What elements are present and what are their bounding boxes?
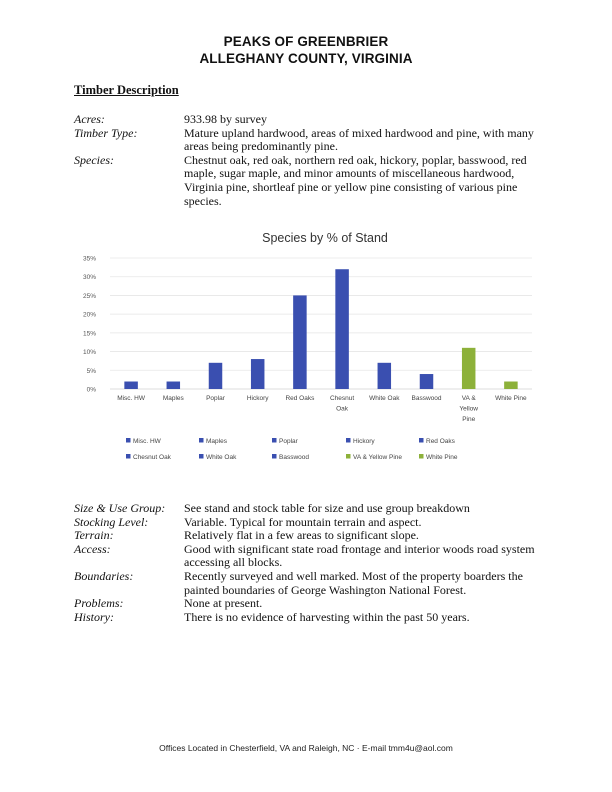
page-title	[0, 33, 612, 67]
field-value: Variable. Typical for mountain terrain and aspect.	[184, 514, 422, 529]
field-problems	[74, 597, 544, 611]
x-tick-label: Basswood	[411, 395, 442, 402]
bar-white-pine	[504, 382, 518, 389]
field-species	[74, 154, 544, 208]
x-tick-label: Hickory	[246, 395, 269, 402]
x-tick-label: Red Oaks	[285, 395, 315, 402]
timber-fields-bottom	[74, 502, 544, 624]
x-tick-label: White Oak	[369, 395, 400, 402]
field-boundaries	[74, 570, 544, 597]
field-label: Species:	[74, 152, 114, 167]
bar-white-oak	[378, 363, 392, 389]
bar-poplar	[209, 363, 223, 389]
field-label: Timber Type:	[74, 125, 138, 140]
legend-label: White Oak	[206, 454, 237, 461]
legend-label: VA & Yellow Pine	[353, 454, 403, 461]
legend-label: Poplar	[279, 438, 298, 445]
legend-swatch	[272, 454, 277, 459]
legend-swatch	[199, 454, 204, 459]
bar-misc-hw	[124, 382, 138, 389]
x-tick-label: Poplar	[206, 395, 225, 402]
field-value: Chestnut oak, red oak, northern red oak, hickory, poplar, basswood, red maple, sugar maple, and minor amounts of miscellaneous hardwood, Virginia pine, shortleaf pine or yellow pine consisting of various pine species.	[184, 152, 527, 208]
legend-label: Misc. HW	[133, 438, 161, 445]
timber-fields-top	[74, 113, 544, 208]
field-terrain	[74, 529, 544, 543]
field-access	[74, 543, 544, 570]
field-value: Relatively flat in a few areas to significant slope.	[184, 528, 419, 543]
field-label: Acres:	[74, 112, 105, 126]
field-acres	[74, 113, 544, 127]
y-tick-label: 10%	[82, 349, 96, 357]
x-tick-label: Yellow	[459, 405, 478, 413]
bar-va-yellow-pine	[462, 348, 476, 389]
x-tick-label: White Pine	[495, 395, 527, 402]
x-tick-label: Chesnut	[329, 395, 355, 402]
species-chart	[74, 225, 549, 475]
legend-swatch	[199, 438, 204, 443]
legend-label: Hickory	[353, 438, 375, 445]
y-tick-label: 30%	[82, 274, 96, 282]
field-value: Recently surveyed and well marked. Most of the property boarders the painted boundaries of George Washington National Forest.	[184, 568, 523, 597]
field-value: 933.98 by survey	[184, 112, 267, 126]
field-label: Boundaries:	[74, 568, 134, 583]
legend-label: Maples	[206, 438, 227, 445]
y-tick-label: 25%	[82, 292, 96, 300]
field-label: Terrain:	[74, 528, 114, 543]
field-label: Size & Use Group:	[74, 501, 166, 515]
legend-swatch	[419, 454, 424, 459]
section-heading: Timber Description	[74, 83, 179, 97]
bar-red-oaks	[293, 295, 307, 389]
y-tick-label: 35%	[82, 255, 96, 263]
footer-contact: Offices Located in Chesterfield, VA and Raleigh, NC · E-mail tmm4u@aol.com	[159, 743, 453, 753]
legend-swatch	[346, 438, 351, 443]
chart-title: Species by % of Stand	[262, 231, 388, 245]
x-tick-label: Oak	[336, 405, 349, 413]
legend-swatch	[126, 454, 131, 459]
title-line-2: ALLEGHANY COUNTY, VIRGINIA	[199, 51, 413, 66]
field-label: Stocking Level:	[74, 514, 149, 529]
bar-maples	[167, 382, 181, 389]
legend-swatch	[346, 454, 351, 459]
legend-label: Basswood	[279, 454, 309, 461]
legend-label: Red Oaks	[426, 438, 455, 445]
title-line-1: PEAKS OF GREENBRIER	[223, 34, 389, 49]
bar-basswood	[420, 374, 434, 389]
legend-swatch	[419, 438, 424, 443]
field-label: History:	[74, 609, 114, 624]
x-tick-label: Pine	[462, 416, 476, 423]
y-tick-label: 0%	[86, 386, 96, 394]
field-stocking-level	[74, 516, 544, 530]
bar-chesnut-oak	[335, 269, 349, 389]
field-size-use-group	[74, 502, 544, 516]
field-value: There is no evidence of harvesting within the past 50 years.	[184, 609, 470, 624]
field-history	[74, 611, 544, 625]
field-label: Access:	[74, 541, 111, 556]
field-timber-type	[74, 127, 544, 154]
field-value: None at present.	[184, 596, 263, 611]
field-value: See stand and stock table for size and use group breakdown	[184, 501, 470, 515]
x-tick-label: Misc. HW	[117, 395, 146, 402]
legend-swatch	[126, 438, 131, 443]
y-tick-label: 15%	[82, 330, 96, 338]
bar-hickory	[251, 359, 265, 389]
field-value: Mature upland hardwood, areas of mixed hardwood and pine, with many areas being predominantly pine.	[184, 125, 534, 154]
x-tick-label: VA &	[461, 395, 476, 402]
legend-label: Chesnut Oak	[133, 454, 171, 461]
legend-swatch	[272, 438, 277, 443]
field-value: Good with significant state road frontage and interior woods road system accessing all blocks.	[184, 541, 535, 570]
x-tick-label: Maples	[162, 395, 184, 402]
y-tick-label: 5%	[86, 367, 96, 375]
y-tick-label: 20%	[82, 311, 96, 319]
legend-label: White Pine	[426, 454, 458, 461]
species-bar-chart	[74, 225, 549, 475]
field-label: Problems:	[74, 596, 124, 611]
